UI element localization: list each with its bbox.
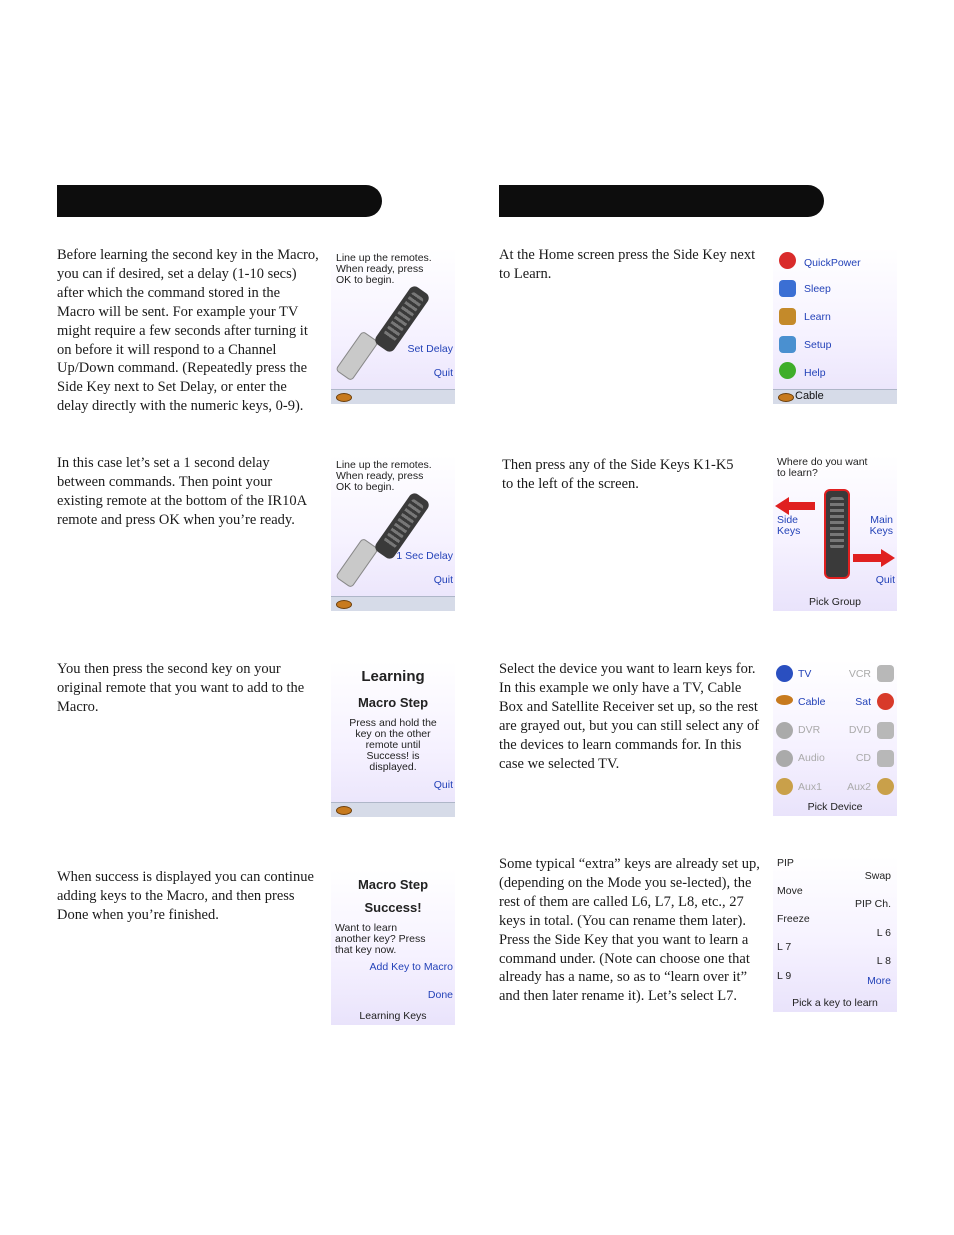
- screen-line: When ready, press: [336, 470, 424, 482]
- screen-pick-device: [773, 660, 897, 816]
- home-item-help[interactable]: Help: [804, 367, 826, 379]
- device-icon: [336, 806, 352, 815]
- screen-set-delay: [331, 248, 455, 404]
- screen-line: Want to learn: [335, 922, 398, 934]
- screen-footer: Pick a key to learn: [792, 997, 878, 1009]
- screen-line: another key? Press: [335, 933, 426, 945]
- home-item-quickpower[interactable]: QuickPower: [804, 257, 861, 269]
- screen-status-bar: [331, 389, 455, 404]
- dvr-icon: [776, 722, 793, 739]
- screen-line: Press and hold the: [349, 717, 437, 729]
- right-paragraph-3: Select the device you want to learn keys for. In this example we only have a TV, Cable Box and Satellite Receiver set up, so the rest are grayed out, but you can still select any of the devices to learn commands for. In this case we selected TV.: [499, 661, 760, 772]
- right-header-bar: [499, 185, 824, 217]
- status-device-label: Cable: [795, 390, 824, 402]
- side-keys-option-2[interactable]: Keys: [777, 525, 801, 537]
- key-l9[interactable]: L 9: [777, 970, 792, 982]
- screen-line: displayed.: [369, 761, 417, 773]
- screen-line: Success! is: [366, 750, 420, 762]
- right-paragraph-2: Then press any of the Side Keys K1-K5 to the left of the screen.: [502, 457, 734, 492]
- learn-icon: [779, 308, 796, 325]
- key-swap[interactable]: Swap: [864, 870, 891, 882]
- key-l6[interactable]: L 6: [876, 927, 891, 939]
- screen-footer: Pick Group: [809, 596, 861, 608]
- screen-line: OK to begin.: [336, 274, 395, 286]
- quit-option[interactable]: Quit: [433, 779, 453, 791]
- home-item-learn[interactable]: Learn: [804, 311, 831, 323]
- key-move[interactable]: Move: [777, 885, 803, 897]
- screen-status-bar: [773, 389, 897, 404]
- screen-footer: Learning Keys: [359, 1010, 427, 1022]
- device-dvd[interactable]: DVD: [848, 724, 871, 736]
- right-paragraph-4: Some typical “extra” keys are already set up, (depending on the Mode you se-lected), the rest of them are called L6, L7, L8, etc., 27 keys in total. (You can rename them later). Press the Side Key that you want to learn a command under. (Note can choose one that already has a name, so as to “learn over it” and then later rename it). Let’s select L7.: [499, 856, 760, 1005]
- screen-line: When ready, press: [336, 263, 424, 275]
- dvd-icon: [877, 722, 894, 739]
- left-arrow-shaft: [787, 502, 815, 510]
- screen-title: Macro Step: [357, 877, 429, 892]
- main-keys-option[interactable]: Main: [870, 514, 893, 526]
- left-arrow-icon: [775, 497, 789, 515]
- help-icon: [779, 362, 796, 379]
- screen-subtitle: Macro Step: [357, 695, 429, 710]
- device-icon: [336, 393, 352, 402]
- cd-icon: [877, 750, 894, 767]
- device-dvr[interactable]: DVR: [798, 724, 821, 736]
- screen-line: to learn?: [777, 467, 818, 479]
- right-arrow-shaft: [853, 554, 883, 562]
- vcr-icon: [877, 665, 894, 682]
- screen-learning-macro-step: [331, 661, 455, 817]
- old-remote-image: [335, 331, 379, 382]
- setup-icon: [779, 336, 796, 353]
- key-more[interactable]: More: [867, 975, 891, 987]
- home-item-setup[interactable]: Setup: [804, 339, 832, 351]
- cable-icon: [776, 695, 793, 705]
- screen-pick-group: [773, 455, 897, 611]
- old-remote-image: [335, 538, 379, 589]
- device-icon: [336, 600, 352, 609]
- delay-option[interactable]: 1 Sec Delay: [396, 550, 453, 562]
- key-freeze[interactable]: Freeze: [777, 913, 810, 925]
- main-keys-option-2[interactable]: Keys: [869, 525, 893, 537]
- key-pip[interactable]: PIP: [777, 857, 794, 869]
- device-cd[interactable]: CD: [855, 752, 871, 764]
- set-delay-option[interactable]: Set Delay: [407, 343, 453, 355]
- device-vcr[interactable]: VCR: [848, 668, 871, 680]
- remote-image: [824, 489, 850, 579]
- right-arrow-icon: [881, 549, 895, 567]
- screen-footer: Pick Device: [807, 801, 863, 813]
- quit-option[interactable]: Quit: [875, 574, 895, 586]
- cable-icon: [778, 393, 794, 402]
- screen-line: key on the other: [355, 728, 431, 740]
- device-cable[interactable]: Cable: [798, 696, 826, 708]
- sleep-icon: [779, 280, 796, 297]
- screen-subtitle: Success!: [364, 900, 422, 915]
- left-paragraph-3: You then press the second key on your original remote that you want to add to the Macro.: [57, 661, 305, 715]
- left-header-bar: [57, 185, 382, 217]
- tv-icon: [776, 665, 793, 682]
- home-item-sleep[interactable]: Sleep: [804, 283, 831, 295]
- screen-line: OK to begin.: [336, 481, 395, 493]
- left-paragraph-2: In this case let’s set a 1 second delay between commands. Then point your existing remote at the bottom of the IR10A remote and press OK when you’re ready.: [57, 455, 307, 528]
- screen-macro-success: [331, 869, 455, 1025]
- screen-line: remote until: [365, 739, 421, 751]
- quit-option[interactable]: Quit: [433, 367, 453, 379]
- right-paragraph-1: At the Home screen press the Side Key next to Learn.: [499, 247, 756, 282]
- screen-title: Learning: [361, 668, 425, 685]
- device-sat[interactable]: Sat: [855, 696, 871, 708]
- key-pip-ch[interactable]: PIP Ch.: [855, 898, 891, 910]
- device-aux1[interactable]: Aux1: [798, 781, 822, 793]
- screen-line: that key now.: [335, 944, 397, 956]
- sat-icon: [877, 693, 894, 710]
- left-paragraph-1: Before learning the second key in the Macro, you can if desired, set a delay (1-10 secs) after which the command stored in the Macro will be sent. For example your TV might require a few seconds after turning it on before it will respond to a Channel Up/Down command. (Repeatedly press the Side Key next to Set Delay, or enter the delay directly with the numeric keys, 0-9).: [57, 247, 319, 415]
- screen-status-bar: [331, 596, 455, 611]
- quit-option[interactable]: Quit: [433, 574, 453, 586]
- screen-line: Where do you want: [777, 456, 868, 468]
- add-key-to-macro-option[interactable]: Add Key to Macro: [369, 961, 453, 973]
- audio-icon: [776, 750, 793, 767]
- screen-pick-key: [773, 856, 897, 1012]
- key-l7[interactable]: L 7: [777, 941, 792, 953]
- power-icon: [779, 252, 796, 269]
- device-tv[interactable]: TV: [798, 668, 812, 680]
- aux2-icon: [877, 778, 894, 795]
- screen-one-sec-delay: [331, 455, 455, 611]
- aux1-icon: [776, 778, 793, 795]
- screen-line: Line up the remotes.: [336, 252, 432, 264]
- screen-line: Line up the remotes.: [336, 459, 432, 471]
- key-l8[interactable]: L 8: [876, 955, 891, 967]
- side-keys-option[interactable]: Side: [777, 514, 799, 526]
- done-option[interactable]: Done: [427, 989, 453, 1001]
- screen-home: [773, 248, 897, 404]
- device-aux2[interactable]: Aux2: [847, 781, 871, 793]
- device-audio[interactable]: Audio: [798, 752, 825, 764]
- left-paragraph-4: When success is displayed you can continue adding keys to the Macro, and then press Done when you’re finished.: [57, 869, 314, 923]
- screen-status-bar: [331, 802, 455, 817]
